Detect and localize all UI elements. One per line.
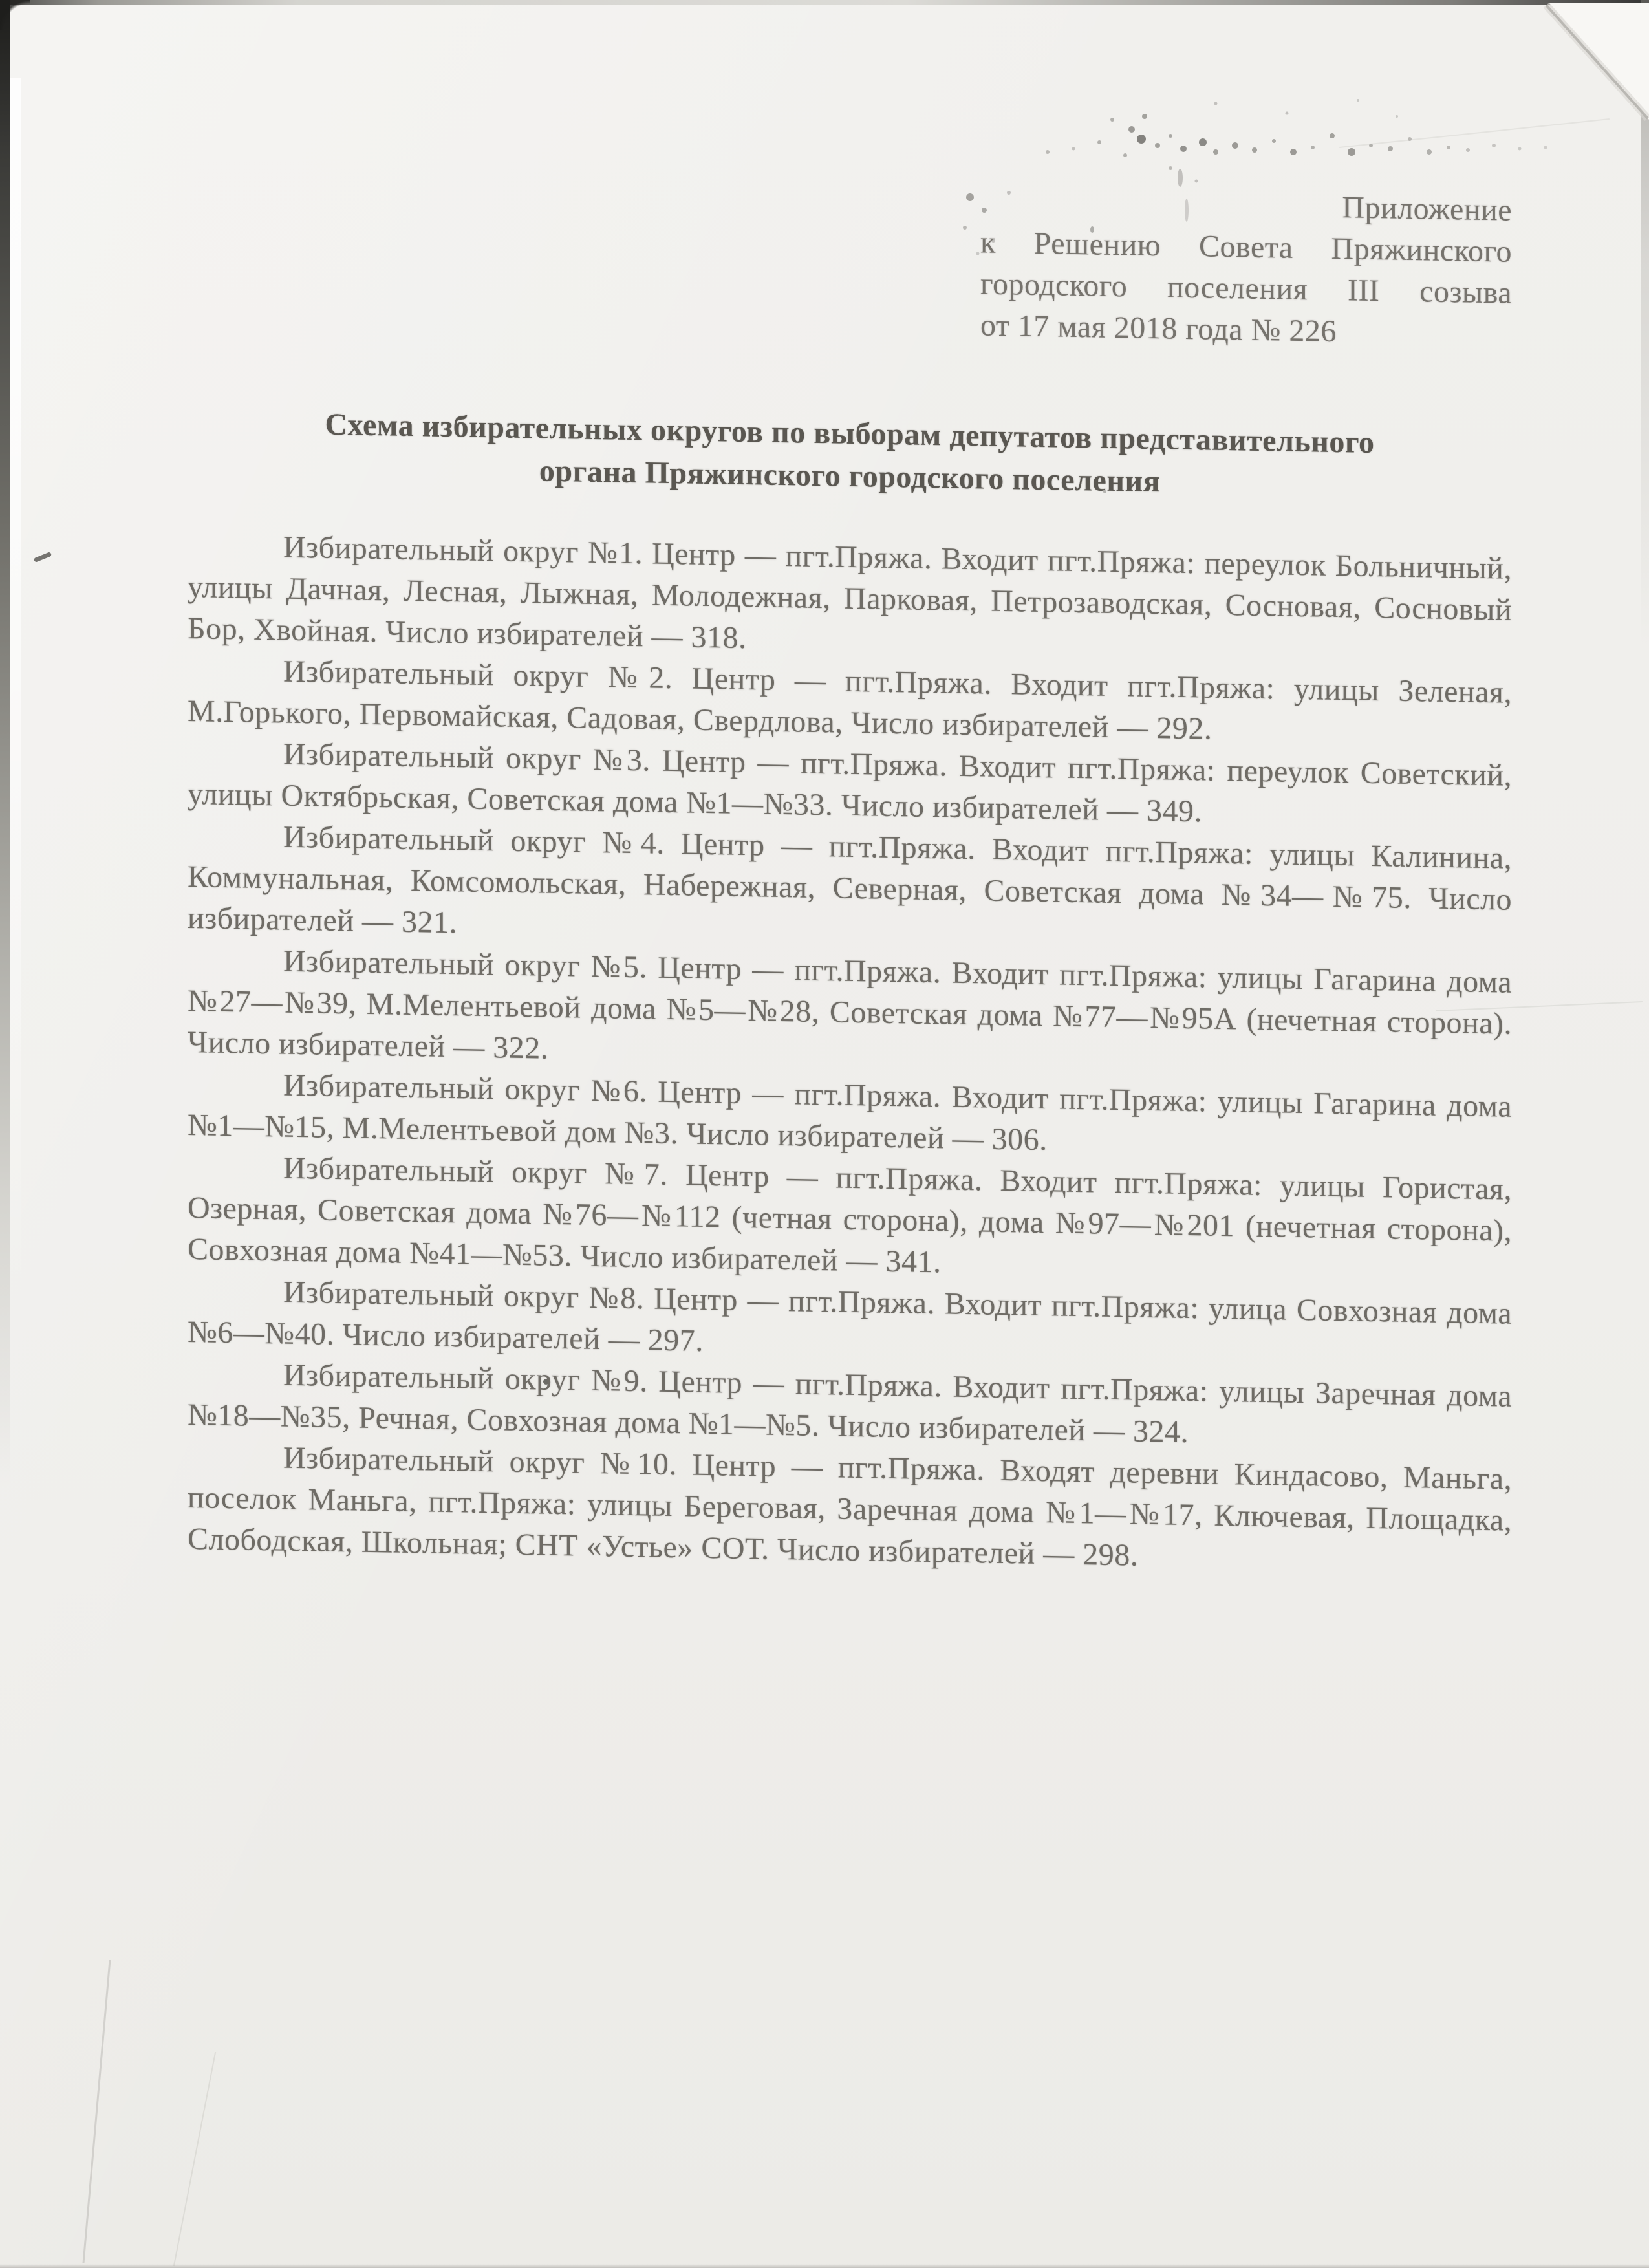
stray-ink-mark: [34, 552, 52, 563]
district-paragraph-8: Избирательный округ №8. Центр — пгт.Пряжа. Входит пгт.Пряжа: улица Совхозная дома №6—№40. Число избирателей — 297.: [188, 1275, 1512, 1358]
header-line-appendix: Приложение: [1342, 190, 1512, 228]
scan-edge-top: [0, 0, 1649, 5]
paper-edge-highlight: [10, 78, 21, 1306]
district-paragraph-3: Избирательный округ №3. Центр — пгт.Пряжа. Входит пгт.Пряжа: переулок Советский, улицы Октябрьская, Советская дома №1—№33. Число избирателей — 349.: [188, 737, 1512, 829]
document-content: [188, 167, 1512, 1583]
paper-crease: [83, 1960, 111, 2263]
district-paragraph-2: Избирательный округ №2. Центр — пгт.Пряжа. Входит пгт.Пряжа: улицы Зеленая, М.Горького, Первомайская, Садовая, Свердлова, Число избирателей — 292.: [188, 654, 1512, 746]
district-paragraph-4: Избирательный округ №4. Центр — пгт.Пряжа. Входит пгт.Пряжа: улицы Калинина, Коммунальная, Комсомольская, Набережная, Северная, Советская дома №34—№75. Число избирателей — 321.: [188, 819, 1512, 940]
district-paragraph-7: Избирательный округ №7. Центр — пгт.Пряжа. Входит пгт.Пряжа: улицы Гористая, Озерная, Советская дома №76—№112 (четная сторона), дома №97—№201 (нечетная сторона), Совхозная дома №41—№53. Число избирателей — 341.: [188, 1150, 1512, 1280]
document-title-line-1: Схема избирательных округов по выборам депутатов представительного: [325, 407, 1375, 460]
scan-edge-left: [0, 0, 10, 1487]
scan-edge-bottom: [0, 2264, 1649, 2268]
header-line-settlement: городского поселения III созыва: [980, 266, 1512, 310]
district-paragraph-1: Избирательный округ №1. Центр — пгт.Пряжа. Входит пгт.Пряжа: переулок Больничный, улицы Дачная, Лесная, Лыжная, Молодежная, Парковая, Петрозаводская, Сосновая, Сосновый Бор, Хвойная. Число избирателей — 318.: [188, 530, 1512, 656]
document-title: [188, 401, 1512, 510]
scan-corner-top-left: [0, 0, 30, 30]
district-paragraph-5: Избирательный округ №5. Центр — пгт.Пряжа. Входит пгт.Пряжа: улицы Гагарина дома №27—№39, М.Мелентьевой дома №5—№28, Советская дома №77—№95А (нечетная сторона). Число избирателей — 322.: [188, 944, 1512, 1066]
district-paragraph-6: Избирательный округ №6. Центр — пгт.Пряжа. Входит пгт.Пряжа: улицы Гагарина дома №1—№15, М.Мелентьевой дом №3. Число избирателей — 306.: [188, 1068, 1512, 1158]
district-paragraph-10: Избирательный округ №10. Центр — пгт.Пряжа. Входят деревни Киндасово, Маньга, поселок Маньга, пгт.Пряжа: улицы Береговая, Заречная дома №1—№17, Ключевая, Площадка, Слободская, Школьная; СНТ «Устье» СОТ. Число избирателей — 298.: [188, 1440, 1512, 1573]
document-title-line-2: органа Пряжинского городского поселения: [539, 453, 1161, 499]
district-paragraph-9: Избирательный округ №9. Центр — пгт.Пряжа. Входит пгт.Пряжа: улицы Заречная дома №18—№35, Речная, Совхозная дома №1—№5. Число избирателей — 324.: [188, 1357, 1512, 1450]
appendix-header: [980, 180, 1512, 355]
header-line-decision: к Решению Совета Пряжинского: [980, 225, 1512, 269]
header-line-date-number: от 17 мая 2018 года № 226: [980, 308, 1337, 349]
districts-list: [188, 525, 1512, 1583]
paper-crease: [173, 2052, 216, 2266]
